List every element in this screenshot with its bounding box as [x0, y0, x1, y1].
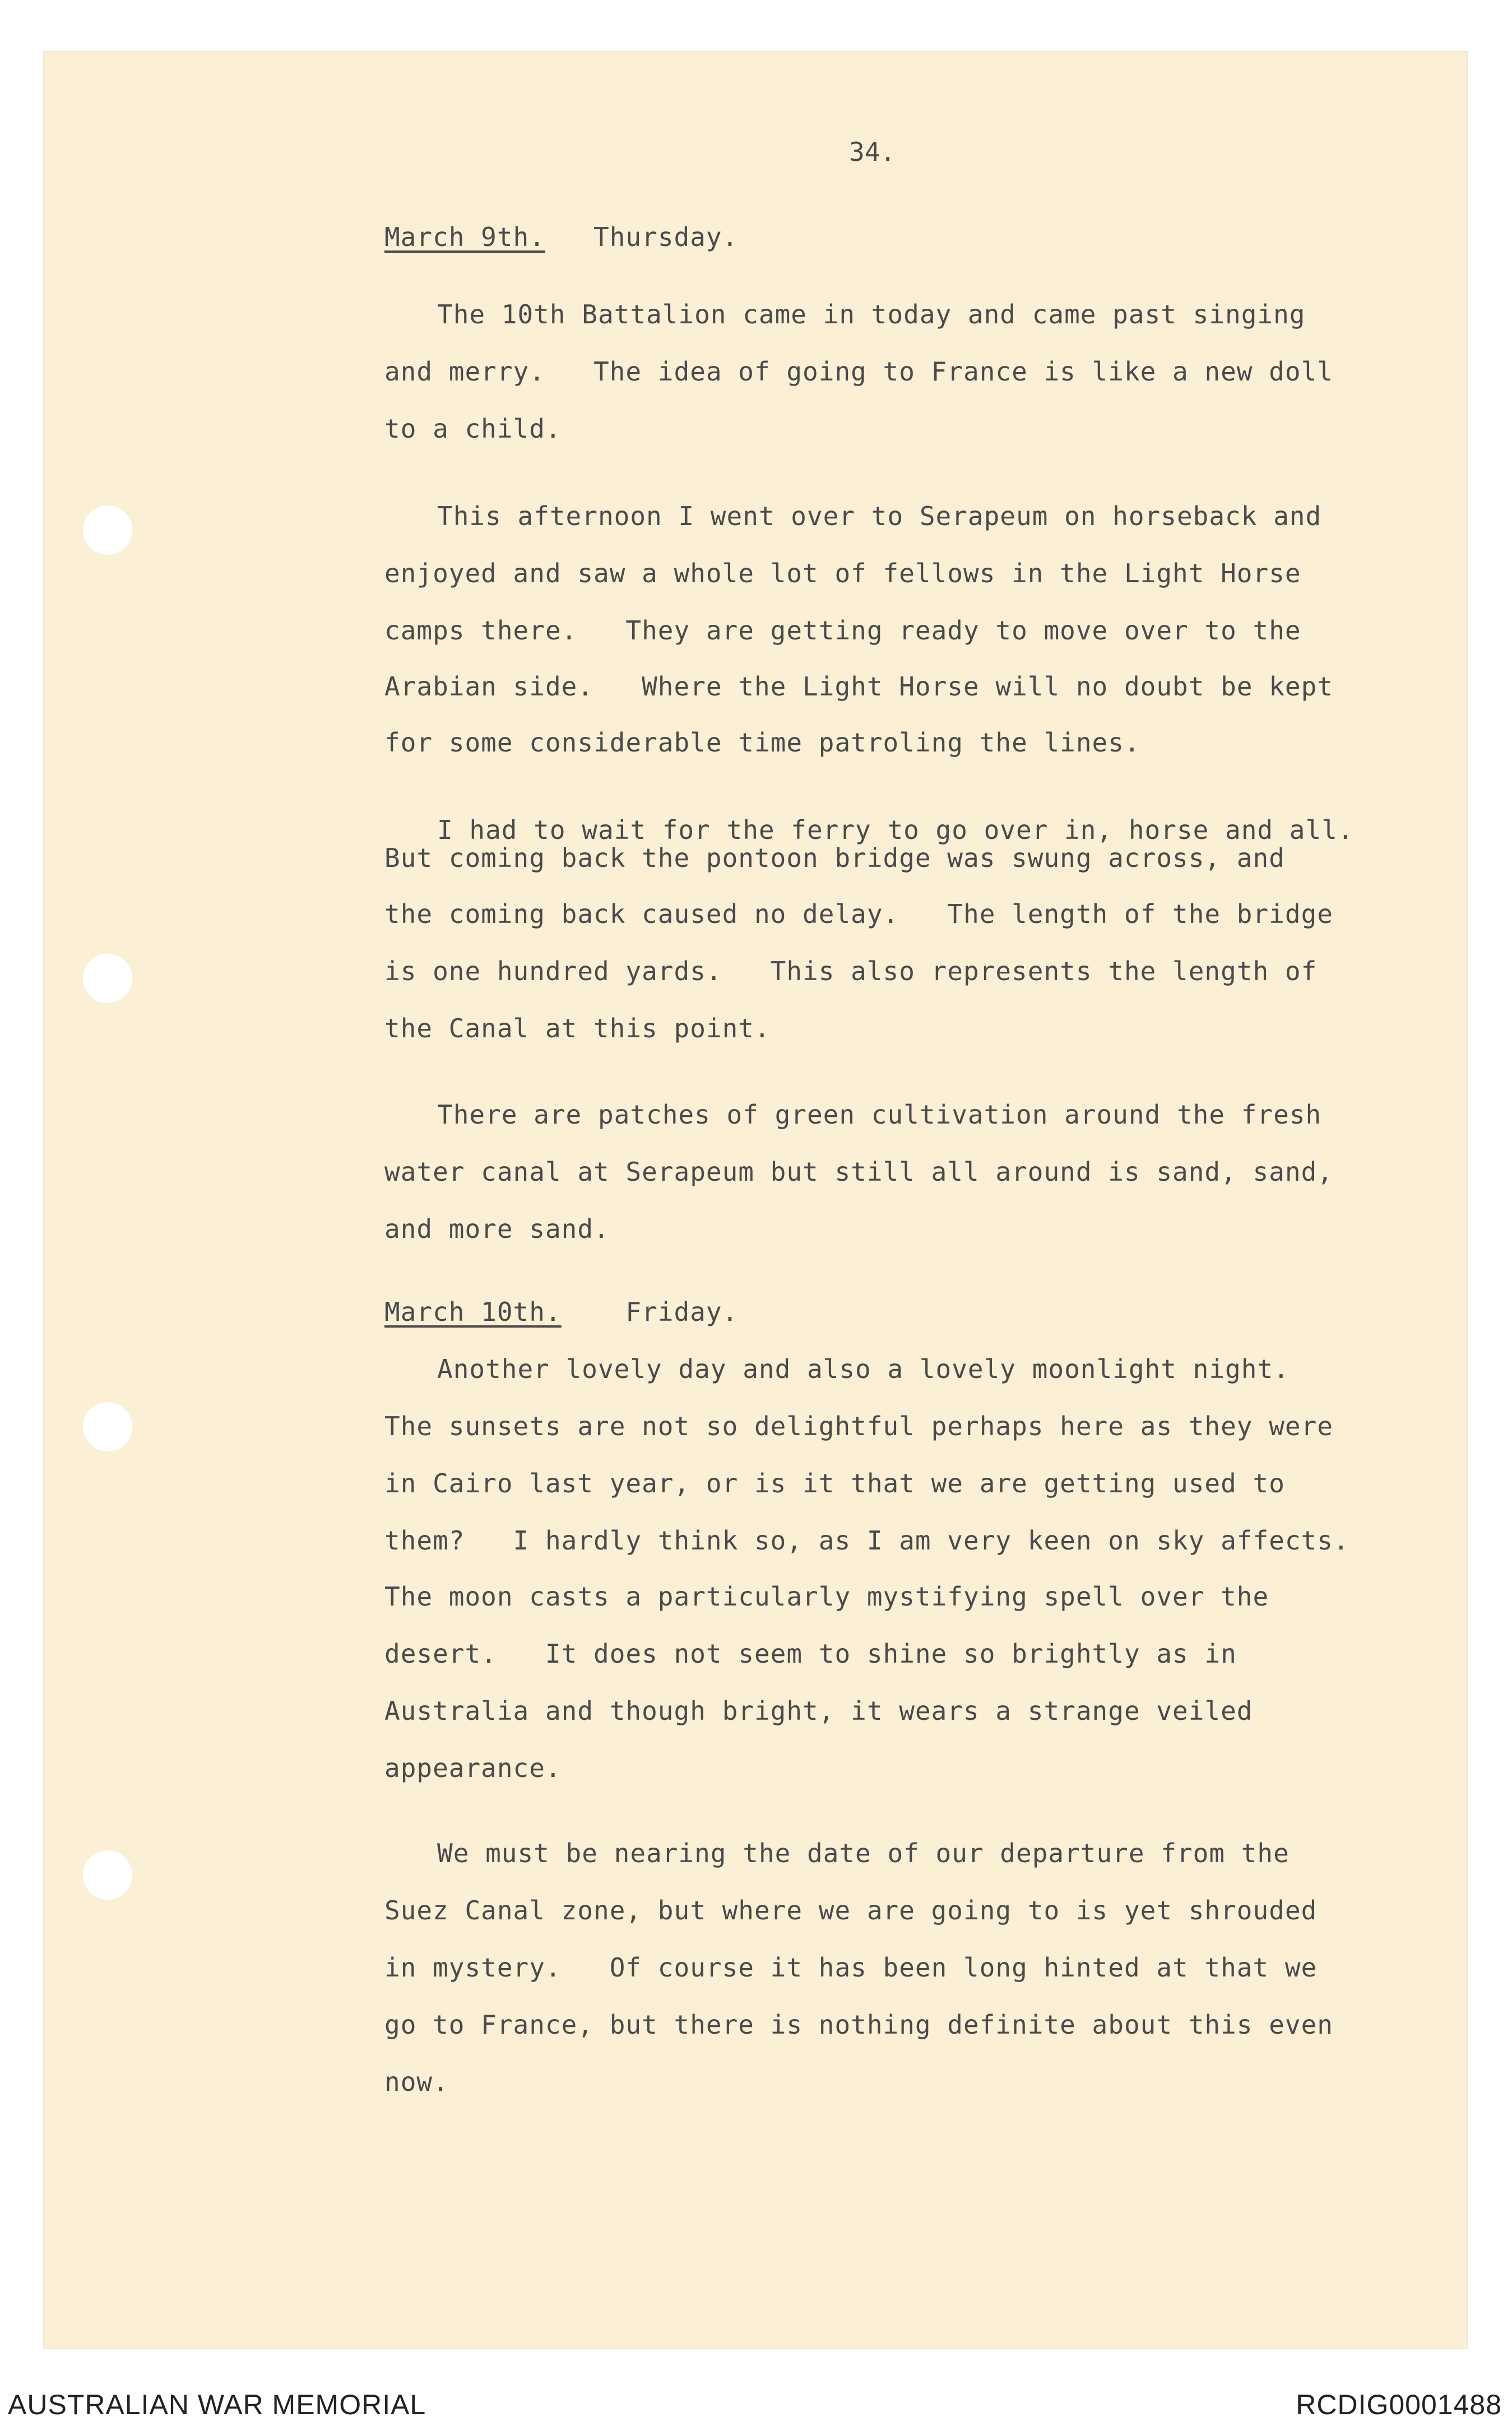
- text-line: The 10th Battalion came in today and came past singing: [437, 299, 1306, 330]
- text-line: We must be nearing the date of our departure from the: [437, 1838, 1290, 1868]
- entry-day: Friday.: [625, 1297, 739, 1327]
- entry-date: March 9th.: [384, 222, 545, 252]
- text-line: is one hundred yards. This also represents the length of: [384, 956, 1318, 986]
- text-line: I had to wait for the ferry to go over in, horse and all.: [437, 815, 1354, 845]
- entry-heading: [384, 1299, 738, 1325]
- text-line: camps there. They are getting ready to move over to the: [384, 615, 1301, 646]
- text-line: the coming back caused no delay. The length of the bridge: [384, 899, 1333, 929]
- archive-name: AUSTRALIAN WAR MEMORIAL: [8, 2389, 426, 2420]
- page-number: 34.: [849, 137, 896, 167]
- text-line: go to France, but there is nothing definite about this even: [384, 2010, 1333, 2040]
- entry-date: March 10th.: [384, 1297, 562, 1327]
- text-line: for some considerable time patroling the lines.: [384, 727, 1140, 758]
- text-line: and more sand.: [384, 1214, 610, 1244]
- text-line: enjoyed and saw a whole lot of fellows in the Light Horse: [384, 558, 1301, 588]
- text-line: in Cairo last year, or is it that we are getting used to: [384, 1468, 1285, 1499]
- text-line: appearance.: [384, 1753, 562, 1783]
- text-line: This afternoon I went over to Serapeum on horseback and: [437, 501, 1322, 531]
- entry-day: Thursday.: [593, 222, 739, 252]
- punch-hole: [83, 505, 132, 555]
- entry-heading: [384, 224, 738, 250]
- text-line: Another lovely day and also a lovely moonlight night.: [437, 1354, 1290, 1384]
- text-line: Suez Canal zone, but where we are going to is yet shrouded: [384, 1895, 1318, 1926]
- text-line: the Canal at this point.: [384, 1013, 771, 1043]
- punch-hole: [83, 1850, 132, 1900]
- document-page: [44, 52, 1467, 2348]
- text-line: to a child.: [384, 414, 562, 444]
- text-line: them? I hardly think so, as I am very keen on sky affects.: [384, 1525, 1349, 1556]
- text-line: in mystery. Of course it has been long hinted at that we: [384, 1952, 1318, 1983]
- text-line: The sunsets are not so delightful perhaps here as they were: [384, 1411, 1333, 1441]
- text-line: water canal at Serapeum but still all around is sand, sand,: [384, 1157, 1333, 1187]
- punch-hole: [83, 954, 132, 1003]
- text-line: Arabian side. Where the Light Horse will no doubt be kept: [384, 671, 1333, 702]
- record-id: RCDIG0001488: [1296, 2389, 1502, 2420]
- text-line: and merry. The idea of going to France is like a new doll: [384, 356, 1333, 387]
- text-line: now.: [384, 2067, 449, 2097]
- punch-hole: [83, 1402, 132, 1451]
- text-line: The moon casts a particularly mystifying spell over the: [384, 1581, 1269, 1612]
- text-line: But coming back the pontoon bridge was swung across, and: [384, 843, 1285, 873]
- archive-footer: [0, 2388, 1512, 2422]
- text-line: Australia and though bright, it wears a strange veiled: [384, 1696, 1253, 1726]
- text-line: desert. It does not seem to shine so brightly as in: [384, 1639, 1237, 1669]
- text-line: There are patches of green cultivation around the fresh: [437, 1099, 1322, 1130]
